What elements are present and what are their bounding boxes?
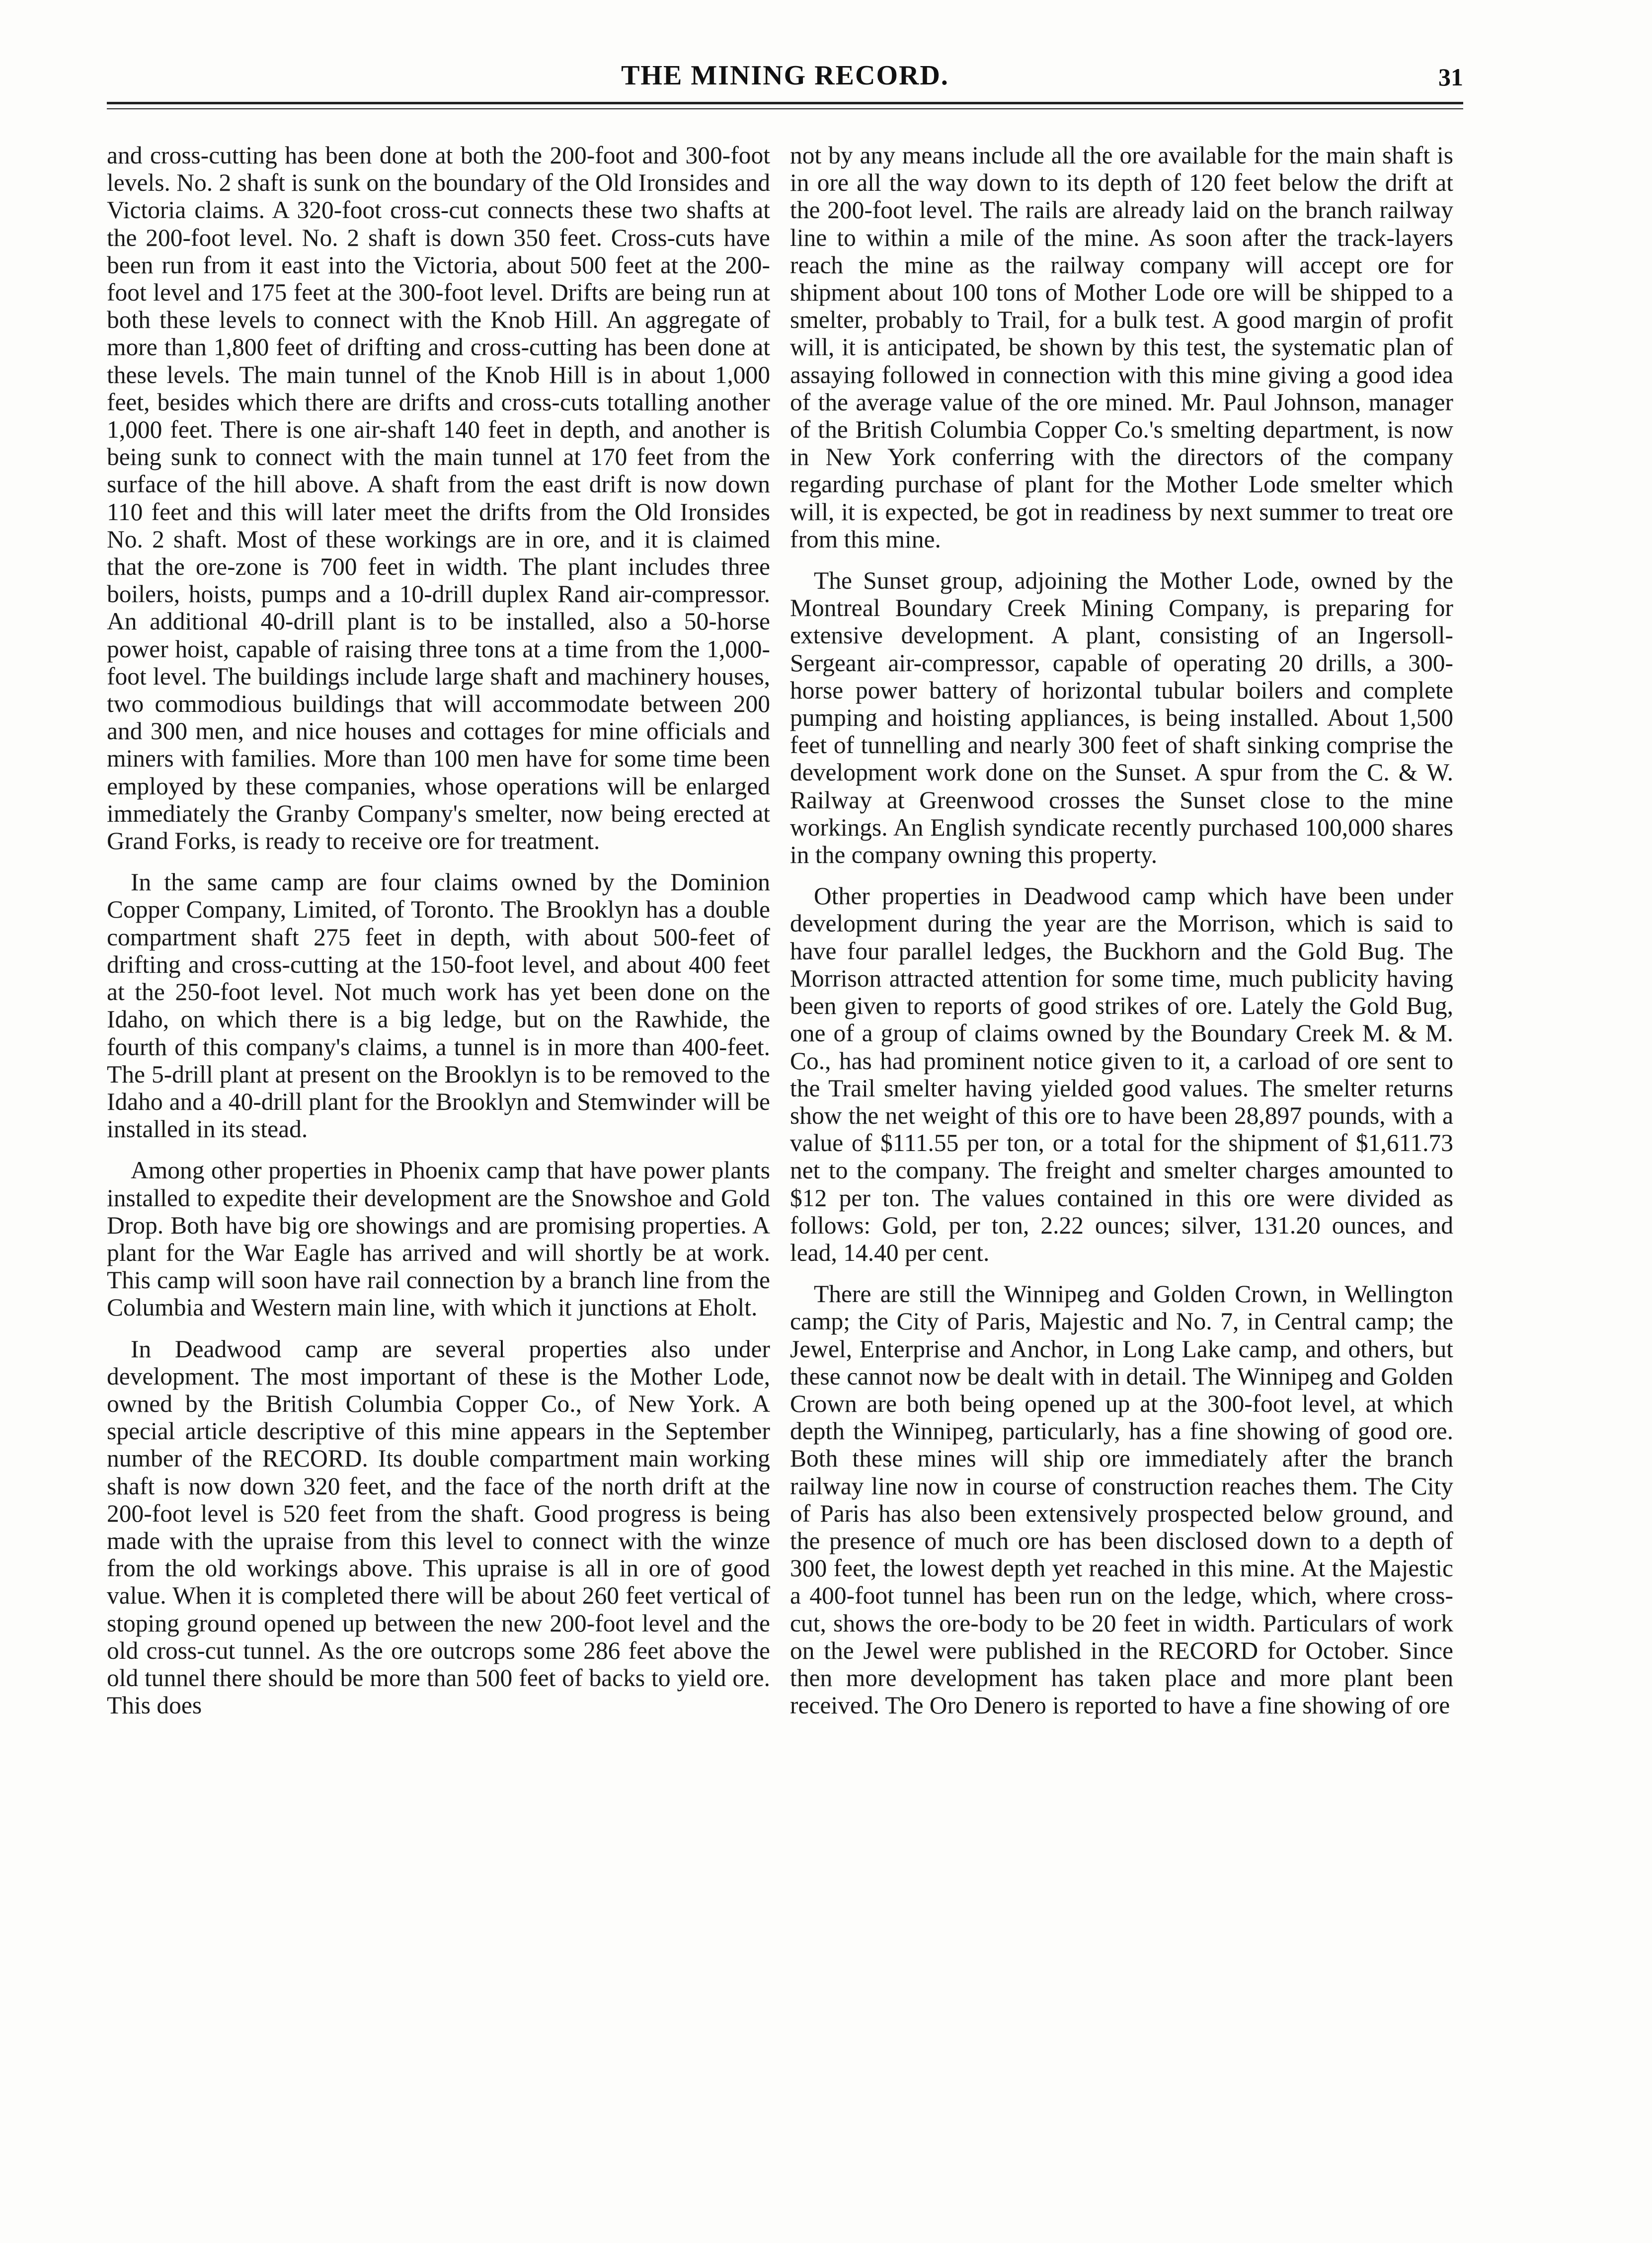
header-rule-thick — [107, 102, 1463, 104]
paragraph-phoenix-camp: Among other properties in Phoenix camp that have power plants installed to expedite their development are the Snowshoe and Gold Drop. Both have big ore showings and are promising properties. A plant for the War Eagle has arrived and will shortly be at work. This camp will soon have rail connection by a branch line from the Columbia and Western main line, with which it junctions at Eholt. — [107, 1157, 770, 1321]
paragraph-deadwood-mother-lode: In Deadwood camp are several properties also under development. The most important of these is the Mother Lode, owned by the British Columbia Copper Co., of New York. A special article descriptive of this mine appears in the September number of the RECORD. Its double compartment main working shaft is now down 320 feet, and the face of the north drift at the 200-foot level is 520 feet from the shaft. Good progress is being made with the upraise from this level to connect with the winze from the old workings above. This upraise is all in ore of good value. When it is completed there will be about 260 feet vertical of stoping ground opened up between the new 200-foot level and the old cross-cut tunnel. As the ore outcrops some 286 feet above the old tunnel there should be more than 500 feet of backs to yield ore. This does — [107, 1335, 770, 1719]
page-number: 31 — [1438, 63, 1463, 91]
paragraph-deadwood-other-properties: Other properties in Deadwood camp which have been under development during the year are the Morrison, which is said to have four parallel ledges, the Buckhorn and the Gold Bug. The Morrison attracted attention for some time, much publicity having been given to reports of good strikes of ore. Lately the Gold Bug, one of a group of claims owned by the Boundary Creek M. & M. Co., has had prominent notice given to it, a carload of ore sent to the Trail smelter having yielded good values. The smelter returns show the net weight of this ore to have been 28,897 pounds, with a value of $111.55 per ton, or a total for the shipment of $1,611.73 net to the company. The freight and smelter charges amounted to $12 per ton. The values contained in this ore were divided as follows: Gold, per ton, 2.22 ounces; silver, 131.20 ounces, and lead, 14.40 per cent. — [790, 882, 1453, 1266]
left-column — [107, 142, 770, 2183]
right-column — [790, 142, 1453, 2183]
header-rule-thin — [107, 108, 1463, 109]
paragraph-dominion-copper: In the same camp are four claims owned by the Dominion Copper Company, Limited, of Toronto. The Brooklyn has a double compartment shaft 275 feet in depth, with about 500-feet of drifting and cross-cutting at the 150-foot level, and about 400 feet at the 250-foot level. Not much work has yet been done on the Idaho, on which there is a big ledge, but on the Rawhide, the fourth of this company's claims, a tunnel is in more than 400-feet. The 5-drill plant at present on the Brooklyn is to be removed to the Idaho and a 40-drill plant for the Brooklyn and Stemwinder will be installed in its stead. — [107, 868, 770, 1143]
paragraph-knob-hill-workings: and cross-cutting has been done at both the 200-foot and 300-foot levels. No. 2 shaft is sunk on the boundary of the Old Ironsides and Victoria claims. A 320-foot cross-cut connects these two shafts at the 200-foot level. No. 2 shaft is down 350 feet. Cross-cuts have been run from it east into the Victoria, about 500 feet at the 200-foot level and 175 feet at the 300-foot level. Drifts are being run at both these levels to connect with the Knob Hill. An aggregate of more than 1,800 feet of drifting and cross-cutting has been done at these levels. The main tunnel of the Knob Hill is in about 1,000 feet, besides which there are drifts and cross-cuts totalling another 1,000 feet. There is one air-shaft 140 feet in depth, and another is being sunk to connect with the main tunnel at 170 feet from the surface of the hill above. A shaft from the east drift is now down 110 feet and this will later meet the drifts from the Old Ironsides No. 2 shaft. Most of these workings are in ore, and it is claimed that the ore-zone is 700 feet in width. The plant includes three boilers, hoists, pumps and a 10-drill duplex Rand air-compressor. An additional 40-drill plant is to be installed, also a 50-horse power hoist, capable of raising three tons at a time from the 1,000-foot level. The buildings include large shaft and machinery houses, two commodious buildings that will accommodate between 200 and 300 men, and nice houses and cottages for mine officials and miners with families. More than 100 men have for some time been employed by these companies, whose operations will be enlarged immediately the Granby Company's smelter, now being erected at Grand Forks, is ready to receive ore for treatment. — [107, 142, 770, 855]
paragraph-mother-lode-continued: not by any means include all the ore available for the main shaft is in ore all the way down to its depth of 120 feet below the drift at the 200-foot level. The rails are already laid on the branch railway line to within a mile of the mine. As soon after the track-layers reach the mine as the railway company will accept ore for shipment about 100 tons of Mother Lode ore will be shipped to a smelter, probably to Trail, for a bulk test. A good margin of profit will, it is anticipated, be shown by this test, the systematic plan of assaying followed in connection with this mine giving a good idea of the average value of the ore mined. Mr. Paul Johnson, manager of the British Columbia Copper Co.'s smelting department, is now in New York conferring with the directors of the company regarding purchase of plant for the Mother Lode smelter which will, it is expected, be got in readiness by next summer to treat ore from this mine. — [790, 142, 1453, 553]
page-header — [107, 60, 1463, 114]
running-title: THE MINING RECORD. — [621, 60, 949, 91]
paragraph-other-camps: There are still the Winnipeg and Golden Crown, in Wellington camp; the City of Paris, Majestic and No. 7, in Central camp; the Jewel, Enterprise and Anchor, in Long Lake camp, and others, but these cannot now be dealt with in detail. The Winnipeg and Golden Crown are both being opened up at the 300-foot level, at which depth the Winnipeg, particularly, has a fine showing of good ore. Both these mines will ship ore immediately after the branch railway line now in course of construction reaches them. The City of Paris has also been extensively prospected below ground, and the presence of much ore has been disclosed down to a depth of 300 feet, the lowest depth yet reached in this mine. At the Majestic a 400-foot tunnel has been run on the ledge, which, where cross-cut, shows the ore-body to be 20 feet in width. Particulars of work on the Jewel were published in the RECORD for October. Since then more development has taken place and more plant been received. The Oro Denero is reported to have a fine showing of ore — [790, 1280, 1453, 1719]
paragraph-sunset-group: The Sunset group, adjoining the Mother Lode, owned by the Montreal Boundary Creek Mining Company, is preparing for extensive development. A plant, consisting of an Ingersoll-Sergeant air-compressor, capable of operating 20 drills, a 300-horse power battery of horizontal tubular boilers and complete pumping and hoisting appliances, is being installed. About 1,500 feet of tunnelling and nearly 300 feet of shaft sinking comprise the development work done on the Sunset. A spur from the C. & W. Railway at Greenwood crosses the Sunset close to the mine workings. An English syndicate recently purchased 100,000 shares in the company owning this property. — [790, 567, 1453, 869]
